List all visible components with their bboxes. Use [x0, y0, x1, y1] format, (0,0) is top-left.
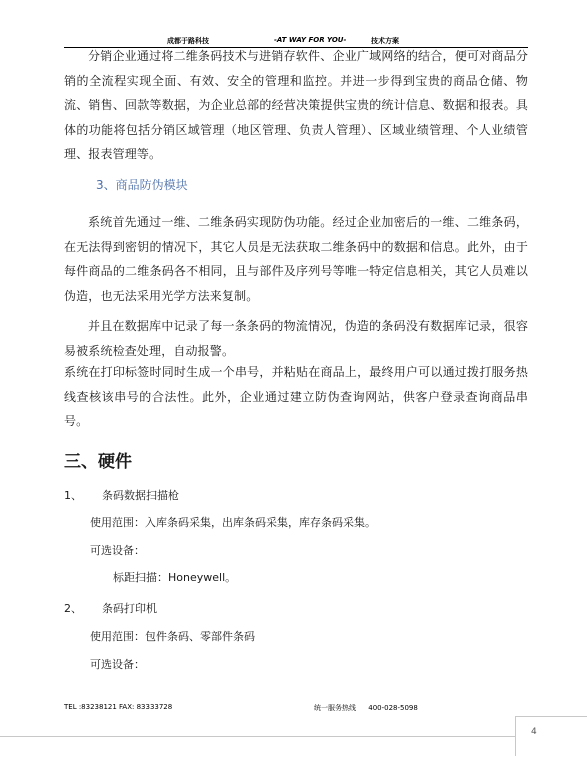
- paragraph-anti-counterfeit-1: 系统首先通过一维、二维条码实现防伪功能。经过企业加密后的一维、二维条码，在无法得到密钥的情况下，其它人员是无法获取二维条码中的数据和信息。此外，由于每件商品的二维条码各不相同，且与部件及序列号等唯一特定信息相关，其它人员难以伪造，也无法采用光学方法来复制。: [64, 215, 528, 303]
- printer-optional-label: 可选设备：: [90, 658, 145, 671]
- paragraph-anti-counterfeit-3: 系统在打印标签时同时生成一个串号，并粘贴在商品上，最终用户可以通过拨打服务热线查核该串号的合法性。此外，企业通过建立防伪查询网站，供客户登录查询商品串号。: [64, 365, 528, 428]
- scanner-optional-label: 可选设备：: [90, 544, 145, 557]
- paragraph-distribution: 分销企业通过将二维条码技术与进销存软件、企业广域网络的结合，便可对商品分销的全流程实现全面、有效、安全的管理和监控。并进一步得到宝贵的商品仓储、物流、销售、回款等数据，为企业总部的经营决策提供宝贵的统计信息、数据和报表。具体的功能将包括分销区域管理（地区管理、负责人管理）、区域业绩管理、个人业绩管理、报表管理等。: [64, 49, 528, 161]
- printer-usage: 使用范围：包件条码、零部件条码: [90, 630, 255, 643]
- footer-rule: [0, 736, 515, 737]
- footer-hotline: [314, 703, 418, 713]
- header-company: 成都于路科技: [167, 37, 209, 45]
- section-title-hardware: 三、硬件: [64, 452, 132, 472]
- scanner-usage: 使用范围：入库条码采集，出库条码采集，库存条码采集。: [90, 516, 376, 529]
- hotline-label: 统一服务热线: [314, 704, 356, 712]
- list-item-name-scanner: 条码数据扫描枪: [102, 489, 179, 502]
- header-slogan: -AT WAY FOR YOU-: [274, 36, 347, 44]
- header-doc-type: 技术方案: [371, 37, 399, 45]
- page-corner-shape: [515, 716, 588, 756]
- footer-contact: TEL :83238121 FAX: 83333728: [64, 703, 173, 711]
- list-item-number-1: 1、: [64, 489, 82, 502]
- list-item-name-printer: 条码打印机: [102, 602, 157, 615]
- paragraph-anti-counterfeit-2: 并且在数据库中记录了每一条条码的物流情况，伪造的条码没有数据库记录，很容易被系统检查处理，自动报警。: [64, 319, 528, 358]
- page-number: 4: [531, 727, 537, 737]
- scanner-device: 标距扫描：Honeywell。: [113, 571, 237, 584]
- hotline-number: 400-028-5098: [368, 704, 418, 712]
- list-item-number-2: 2、: [64, 602, 82, 615]
- sub-heading-anti-counterfeit: 3、商品防伪模块: [96, 178, 188, 192]
